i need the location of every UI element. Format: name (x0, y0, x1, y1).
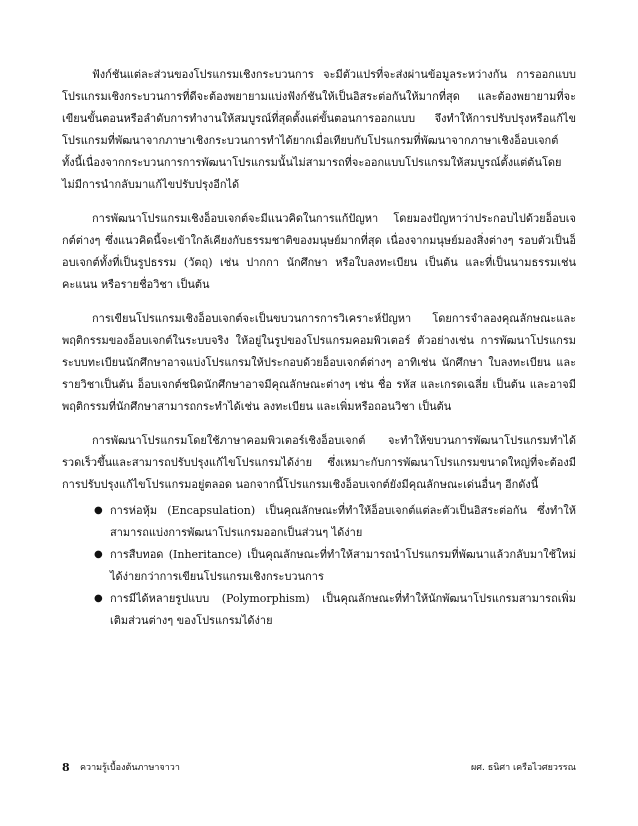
list-item-inheritance (62, 544, 576, 588)
list-item-polymorphism (62, 588, 576, 632)
page-content (62, 64, 576, 632)
paragraph-oop-analysis: การเขียนโปรแกรมเชิงอ็อบเจกต์จะเป็นขบวนการการวิเคราะห์ปัญหา โดยการจำลองคุณลักษณะและพฤติกรรมของอ็อบเจกต์ในระบบจริง ให้อยู่ในรูปของโปรแกรมคอมพิวเตอร์ ตัวอย่างเช่น การพัฒนาโปรแกรมระบบทะเบียนนักศึกษาอาจแบ่งโปรแกรมให้ประกอบด้วยอ็อบเจกต์ต่างๆ อาทิเช่น นักศึกษา ใบลงทะเบียน และรายวิชาเป็นต้น อ็อบเจกต์ชนิดนักศึกษาอาจมีคุณลักษณะต่างๆ เช่น ชื่อ รหัส และเกรดเฉลี่ย เป็นต้น และอาจมีพฤติกรรมที่นักศึกษาสามารถกระทำได้เช่น ลงทะเบียน และเพิ่มหรือถอนวิชา เป็นต้น (62, 312, 576, 413)
author-name: ผศ. ธนิศา เครือไวศยวรรณ (471, 763, 576, 773)
list-item-text: การมีได้หลายรูปแบบ (Polymorphism) เป็นคุณลักษณะที่ทำให้นักพัฒนาโปรแกรมสามารถเพิ่มเติมส่วนต่างๆ ของโปรแกรมได้ง่าย (110, 592, 576, 627)
book-title: ความรู้เบื้องต้นภาษาจาวา (80, 763, 180, 773)
bullet-icon: ● (94, 593, 103, 604)
paragraph-oop-concept: การพัฒนาโปรแกรมเชิงอ็อบเจกต์จะมีแนวคิดในการแก้ปัญหา โดยมองปัญหาว่าประกอบไปด้วยอ็อบเจกต์ต่างๆ ซึ่งแนวคิดนี้จะเข้าใกล้เคียงกับธรรมชาติของมนุษย์มากที่สุด เนื่องจากมนุษย์มองสิ่งต่างๆ รอบตัวเป็นอ็อบเจกต์ทั้งที่เป็นรูปธรรม (วัตถุ) เช่น ปากกา นักศึกษา หรือใบลงทะเบียน เป็นต้น และที่เป็นนามธรรมเช่น คะแนน หรือรายชื่อวิชา เป็นต้น (62, 212, 576, 291)
list-item-text: การห่อหุ้ม (Encapsulation) เป็นคุณลักษณะที่ทำให้อ็อบเจกต์แต่ละตัวเป็นอิสระต่อกัน ซึ่งทำให้สามารถแบ่งการพัฒนาโปรแกรมออกเป็นส่วนๆ ได้ง่าย (110, 504, 576, 539)
paragraph-oop-advantages: การพัฒนาโปรแกรมโดยใช้ภาษาคอมพิวเตอร์เชิงอ็อบเจกต์ จะทำให้ขบวนการพัฒนาโปรแกรมทำได้รวดเร็วขึ้นและสามารถปรับปรุงแก้ไขโปรแกรมได้ง่าย ซึ่งเหมาะกับการพัฒนาโปรแกรมขนาดใหญ่ที่จะต้องมีการปรับปรุงแก้ไขโปรแกรมอยู่ตลอด นอกจากนี้โปรแกรมเชิงอ็อบเจกต์ยังมีคุณลักษณะเด่นอื่นๆ อีกดังนี้ (62, 434, 576, 491)
page-footer (62, 759, 576, 777)
page-number: 8 (62, 761, 70, 774)
paragraph-procedural: ฟังก์ชันแต่ละส่วนของโปรแกรมเชิงกระบวนการ จะมีตัวแปรที่จะส่งผ่านข้อมูลระหว่างกัน การออกแบบโปรแกรมเชิงกระบวนการที่ดีจะต้องพยายามแบ่งฟังก์ชันให้เป็นอิสระต่อกันให้มากที่สุด และต้องพยายามที่จะเขียนขั้นตอนหรือลำดับการทำงานให้สมบูรณ์ที่สุดตั้งแต่ขั้นตอนการออกแบบ จึงทำให้การปรับปรุงหรือแก้ไขโปรแกรมที่พัฒนาจากภาษาเชิงกระบวนการทำได้ยากเมื่อเทียบกับโปรแกรมที่พัฒนาจากภาษาเชิงอ็อบเจกต์ ทั้งนี้เนื่องจากกระบวนการการพัฒนาโปรแกรมนั้นไม่สามารถที่จะออกแบบโปรแกรมให้สมบูรณ์ตั้งแต่ต้นโดยไม่มีการนำกลับมาแก้ไขปรับปรุงอีกได้ (62, 68, 576, 191)
feature-list (62, 500, 576, 632)
list-item-encapsulation (62, 500, 576, 544)
bullet-icon: ● (94, 549, 103, 560)
bullet-icon: ● (94, 505, 103, 516)
list-item-text: การสืบทอด (Inheritance) เป็นคุณลักษณะที่ทำให้สามารถนำโปรแกรมที่พัฒนาแล้วกลับมาใช้ใหม่ได้ง่ายกว่าการเขียนโปรแกรมเชิงกระบวนการ (110, 548, 576, 583)
